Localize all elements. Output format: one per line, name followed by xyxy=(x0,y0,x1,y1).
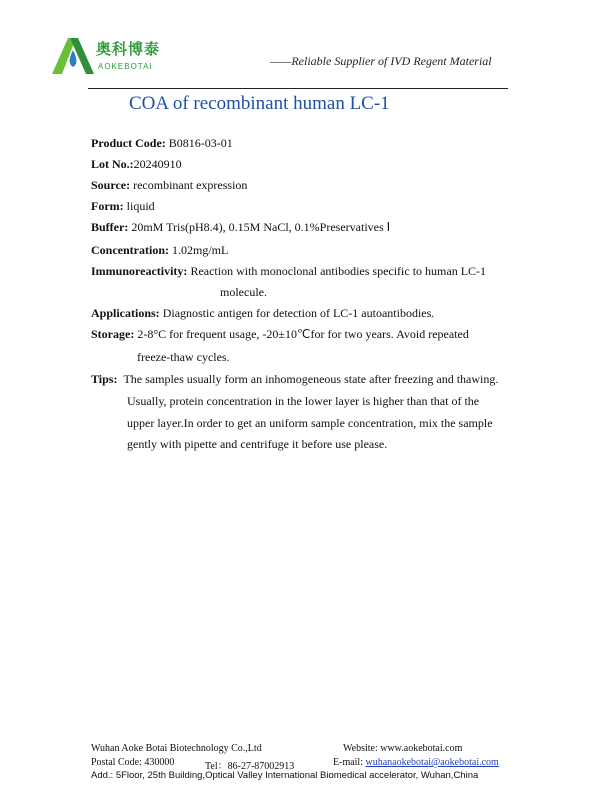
field-source xyxy=(91,178,247,192)
field-immunoreactivity xyxy=(91,264,486,278)
field-product-code xyxy=(91,136,233,150)
field-lot-no xyxy=(91,157,182,171)
tips-line-4: gently with pipette and centrifuge it before use please. xyxy=(127,437,388,451)
footer-email-link[interactable]: wuhanaokebotai@aokebotai.com xyxy=(365,757,499,768)
field-value: The samples usually form an inhomogeneous state after freezing and thawing. xyxy=(123,372,499,386)
tips-line-2: Usually, protein concentration in the lower layer is higher than that of the xyxy=(127,394,480,408)
field-value: 2-8°C for frequent usage, -20±10℃for for two years. Avoid repeated xyxy=(137,327,469,341)
field-value: recombinant expression xyxy=(133,178,248,192)
header-divider xyxy=(88,88,508,89)
field-label: Applications: xyxy=(91,306,163,320)
field-label: Product Code: xyxy=(91,136,169,150)
field-label: Concentration: xyxy=(91,243,172,257)
field-label: Storage: xyxy=(91,327,138,341)
footer-company: Wuhan Aoke Botai Biotechnology Co.,Ltd xyxy=(91,743,262,754)
footer-website: Website: www.aokebotai.com xyxy=(343,743,463,754)
field-value: Reaction with monoclonal antibodies specific to human LC-1 xyxy=(190,264,487,278)
page-title: COA of recombinant human LC-1 xyxy=(129,93,390,114)
field-form xyxy=(91,199,155,213)
field-value: 20mM Tris(pH8.4), 0.15M NaCl, 0.1%Preservatives Ⅰ xyxy=(131,220,391,234)
company-logo xyxy=(52,36,172,78)
footer-telephone: Tel：86-27-87002913 xyxy=(205,761,295,772)
footer-email-label: E-mail: xyxy=(333,757,366,768)
field-buffer xyxy=(91,220,390,234)
footer-address: Add.: 5Floor, 25th Building,Optical Valley International Biomedical accelerator, Wuhan,China xyxy=(91,770,479,781)
footer-postal-code: Postal Code: 430000 xyxy=(91,757,175,768)
field-value: liquid xyxy=(126,199,155,213)
field-label: Immunoreactivity: xyxy=(91,264,191,278)
field-tips xyxy=(91,372,498,386)
field-applications xyxy=(91,306,434,320)
field-storage xyxy=(91,327,469,341)
field-value: Diagnostic antigen for detection of LC-1 autoantibodies. xyxy=(162,306,435,320)
logo-chinese-text: 奥科博泰 xyxy=(96,40,161,58)
footer-email-line xyxy=(333,757,499,768)
header-tagline: ——Reliable Supplier of IVD Regent Material xyxy=(270,54,492,68)
logo-english-text: AOKEBOTAI xyxy=(98,62,153,71)
field-storage-continued: freeze-thaw cycles. xyxy=(137,350,230,364)
tips-line-3: upper layer.In order to get an uniform sample concentration, mix the sample xyxy=(127,416,493,430)
field-concentration xyxy=(91,243,228,257)
field-value: 20240910 xyxy=(133,157,182,171)
field-value: B0816-03-01 xyxy=(168,136,233,150)
field-label: Buffer: xyxy=(91,220,132,234)
field-label: Lot No.: xyxy=(91,157,134,171)
field-label: Form: xyxy=(91,199,127,213)
logo-mark-icon xyxy=(52,36,96,76)
field-immunoreactivity-continued: molecule. xyxy=(220,285,267,299)
field-label: Source: xyxy=(91,178,134,192)
field-label: Tips: xyxy=(91,372,121,386)
field-value: 1.02mg/mL xyxy=(172,243,229,257)
